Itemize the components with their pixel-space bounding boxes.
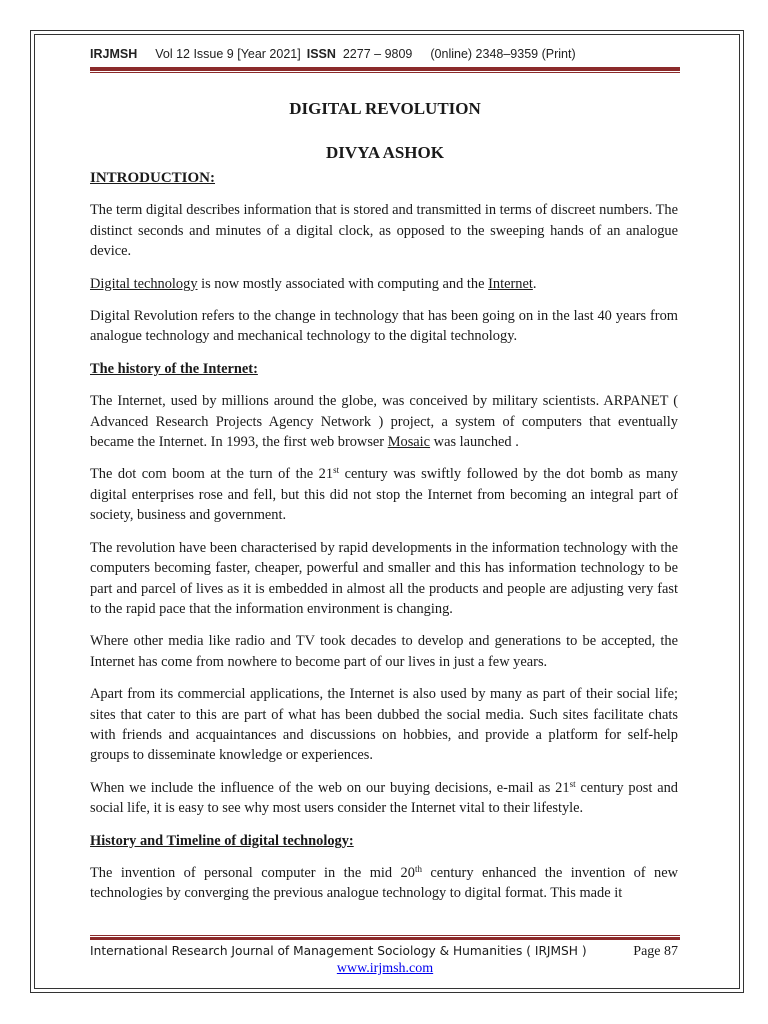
paragraph-3: Digital Revolution refers to the change in technology that has been going on in the last 40 years from analogue technology and mechanical technology to the digital technology. bbox=[90, 308, 678, 345]
link-digital-technology[interactable]: Digital technology bbox=[90, 275, 198, 292]
paragraph-9-end: century post and social life, it is easy to see why most users consider the Internet vital to their lifestyle. bbox=[90, 779, 678, 817]
running-header bbox=[90, 47, 680, 61]
heading-history-internet: The history of the Internet: bbox=[90, 360, 258, 377]
paragraph-5-text: The dot com boom at the turn of the 21 bbox=[90, 466, 334, 483]
heading-timeline: History and Timeline of digital technology: bbox=[90, 832, 354, 849]
paragraph-5 bbox=[90, 464, 678, 525]
paragraph-8: Apart from its commercial applications, the Internet is also used by many as part of their social life; sites that cater to this are part of what has been dubbed the social media. Such sites facilitate chats with friends and acquaintances and discussions on hobbies, and provide a platform for self-help groups to disseminate knowledge or experiences. bbox=[90, 686, 678, 764]
paragraph-7: Where other media like radio and TV took decades to develop and generations to be accepted, the Internet has come from nowhere to become part of our lives in just a few years. bbox=[90, 633, 678, 670]
footer-rule-thin bbox=[90, 935, 680, 936]
header-journal: IRJMSH bbox=[90, 47, 138, 61]
running-footer bbox=[90, 944, 680, 960]
superscript-st: st bbox=[569, 778, 576, 789]
header-volume: Vol 12 Issue 9 [Year 2021] bbox=[155, 47, 301, 61]
footer-rule-thick bbox=[90, 937, 680, 940]
paragraph-10-text: The invention of personal computer in the mid 20 bbox=[90, 864, 415, 881]
footer-website-link[interactable]: www.irjmsh.com bbox=[336, 961, 434, 976]
superscript-th: th bbox=[414, 863, 422, 874]
header-issn-online: 2277 – 9809 bbox=[342, 47, 413, 61]
header-rule-thin bbox=[90, 72, 680, 73]
paragraph-10 bbox=[90, 863, 678, 904]
header-issn-print: (0nline) 2348–9359 (Print) bbox=[430, 47, 576, 61]
heading-introduction: INTRODUCTION: bbox=[90, 170, 216, 186]
paragraph-4-text: The Internet, used by millions around the globe, was conceived by military scientists. ARPANET ( Advanced Research Projects Agency Network ) project, a system of computers that eventually became the Internet. In 1993, the first web browser bbox=[90, 393, 678, 451]
paper-title: DIGITAL REVOLUTION bbox=[289, 99, 481, 118]
paragraph-5-end: century was swiftly followed by the dot bomb as many digital enterprises rose and fell, but this did not stop the Internet from becoming an integral part of society, business and government. bbox=[90, 466, 678, 524]
link-internet[interactable]: Internet bbox=[488, 275, 533, 292]
paragraph-1: The term digital describes information that is stored and transmitted in terms of discreet numbers. The distinct seconds and minutes of a digital clock, as opposed to the sweeping hands of an analogue device. bbox=[90, 202, 678, 260]
superscript-st: st bbox=[333, 465, 340, 476]
author-name: DIVYA ASHOK bbox=[326, 143, 444, 162]
link-mosaic[interactable]: Mosaic bbox=[387, 434, 431, 451]
paragraph-4 bbox=[90, 391, 678, 452]
header-issn-label: ISSN bbox=[306, 47, 336, 61]
page-number: Page 87 bbox=[633, 944, 678, 959]
paragraph-4-end: was launched . bbox=[430, 434, 519, 451]
footer-journal: International Research Journal of Management Sociology & Humanities ( IRJMSH ) bbox=[90, 944, 587, 958]
paragraph-10-end: century enhanced the invention of new technologies by converging the previous analogue technology to digital format. This made it bbox=[90, 864, 679, 902]
paragraph-2-text: is now mostly associated with computing and the bbox=[197, 275, 489, 292]
paragraph-6: The revolution have been characterised by rapid developments in the information technology with the computers becoming faster, cheaper, powerful and smaller and this has information technology to be part and parcel of lives as it is embedded in almost all the products and people are adjusting very fast to the rapid pace that the information environment is changing. bbox=[90, 539, 678, 617]
article-body bbox=[90, 168, 678, 916]
header-rule-thick bbox=[90, 67, 680, 71]
paragraph-2 bbox=[90, 274, 678, 294]
paragraph-9 bbox=[90, 778, 678, 819]
paragraph-9-text: When we include the influence of the web on our buying decisions, e-mail as 21 bbox=[90, 779, 570, 796]
paragraph-2-end: . bbox=[532, 275, 537, 292]
